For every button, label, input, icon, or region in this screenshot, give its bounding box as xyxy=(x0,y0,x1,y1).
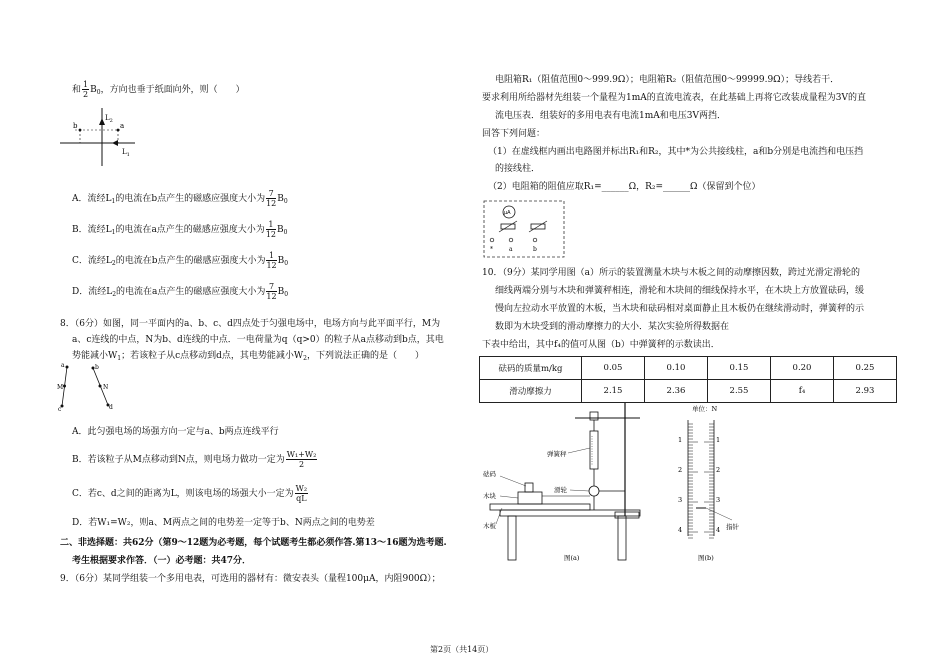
q7-intro: 和 $\frac{1}{2}$ $B_0$，方向也垂于纸面向外，则（ ） xyxy=(72,80,245,99)
svg-text:M: M xyxy=(57,384,64,391)
table-row: 滑动摩擦力 2.15 2.36 2.55 f₄ 2.93 xyxy=(480,380,897,403)
fig1-label-b: b xyxy=(73,122,78,130)
svg-text:3: 3 xyxy=(678,496,683,504)
section-2-line-2: 考生根据要求作答．（一）必考题：共47分． xyxy=(72,556,252,566)
svg-text:弹簧秤: 弹簧秤 xyxy=(547,450,567,458)
apparatus-figure xyxy=(480,398,660,568)
svg-text:1: 1 xyxy=(678,436,683,444)
svg-text:b: b xyxy=(95,364,99,371)
friction-data-table xyxy=(479,356,897,403)
q9-cont-line-5: （1）在虚线框内画出电路图并标出R₁和R₂，其中*为公共接线柱，a和b分别是电流挡和电压挡 xyxy=(488,147,864,157)
q8-option-a: A．此匀强电场的场强方向一定与a、b两点连线平行 xyxy=(72,427,279,437)
points-figure xyxy=(58,362,118,412)
q8-line-3: 势能减小$W_1$；若该粒子从c点移动到d点，其电势能减小$W_2$，下列说法正确的是（ ） xyxy=(72,351,424,362)
svg-text:2: 2 xyxy=(716,466,721,474)
svg-text:*: * xyxy=(490,246,493,253)
svg-text:a: a xyxy=(61,362,65,369)
svg-text:μA: μA xyxy=(504,210,511,216)
svg-text:木板: 木板 xyxy=(483,522,496,530)
svg-text:L2: $L_2$ xyxy=(105,114,113,124)
svg-text:4: 4 xyxy=(716,526,721,534)
q9-cont-line-6: 的接线柱． xyxy=(495,164,541,174)
q7-option-c: C．流经$L_2$的电流在b点产生的磁感应强度大小为 $\frac{1}{12}$ $B_0$ xyxy=(72,251,289,270)
q9-line: 9．（6分）某同学组装一个多用电表，可选用的器材有：微安表头（量程100μA，内阻900Ω）； xyxy=(60,574,441,584)
q9-cont-line-4: 回答下列问题： xyxy=(482,129,546,139)
fig1-label-a: a xyxy=(120,122,125,130)
q10-line-1: 10．（9分）某同学用图（a）所示的装置测量木块与木板之间的动摩擦因数，跨过光滑定滑轮的 xyxy=(482,268,861,278)
svg-text:2: 2 xyxy=(678,466,683,474)
q9-cont-line-2: 要求利用所给器材先组装一个量程为1mA的直流电流表，在此基础上再将它改装成量程为3V的直 xyxy=(482,93,866,103)
q9-cont-line-1: 电阻箱R₁（阻值范围0～999.9Ω）；电阻箱R₂（阻值范围0～99999.9Ω）；导线若干． xyxy=(495,75,840,85)
page-footer: 第2页（共14页） xyxy=(430,645,494,654)
q8-line-1: 8．（6分）如图，同一平面内的a、b、c、d四点处于匀强电场中，电场方向与此平面平行，M为 xyxy=(60,319,441,329)
svg-text:d: d xyxy=(109,404,113,411)
q9-cont-line-7: （2）电阻箱的阻值应取R₁=______Ω，R₂=______Ω（保留到个位） xyxy=(488,182,761,192)
q7-option-a: A．流经$L_1$的电流在b点产生的磁感应强度大小为 $\frac{7}{12}$ $B_0$ xyxy=(72,189,288,208)
q8-option-c: C．若c、d之间的距离为L，则该电场的场强大小一定为 $\frac{\text{W₂}}{qL}$ xyxy=(72,484,308,503)
svg-text:指针: 指针 xyxy=(726,523,739,531)
svg-text:滑轮: 滑轮 xyxy=(554,486,567,494)
svg-text:图(b): 图(b) xyxy=(698,554,714,562)
circuit-box xyxy=(483,200,565,258)
scale-figure xyxy=(670,398,750,568)
svg-text:4: 4 xyxy=(678,526,683,534)
q8-option-b: B．若该粒子从M点移动到N点，则电场力做功一定为 $\frac{\text{W₁+W₂}}{2}$ xyxy=(72,450,317,469)
q9-cont-line-3: 流电压表．组装好的多用电表有电流1mA和电压3V两挡． xyxy=(495,111,726,121)
q10-line-3: 慢向左拉动水平放置的木板，当木块和砝码相对桌面静止且木板仍在继续滑动时，弹簧秤的示 xyxy=(495,304,865,314)
svg-text:砝码: 砝码 xyxy=(483,470,496,478)
svg-text:3: 3 xyxy=(716,496,721,504)
q7-option-b: B．流经$L_1$的电流在a点产生的磁感应强度大小为 $\frac{1}{12}$ $B_0$ xyxy=(72,220,288,239)
svg-text:N: N xyxy=(103,384,109,391)
svg-text:a: a xyxy=(509,246,513,253)
svg-text:b: b xyxy=(533,246,537,253)
svg-text:c: c xyxy=(58,406,62,413)
svg-text:L1: $L_1$ xyxy=(122,148,130,158)
table-row: 砝码的质量m/kg 0.05 0.10 0.15 0.20 0.25 xyxy=(480,357,897,380)
svg-text:图(a): 图(a) xyxy=(564,554,580,562)
svg-text:单位：N: 单位：N xyxy=(692,405,718,413)
wire-figure xyxy=(60,108,150,168)
q8-line-2: a、c连线的中点，N为b、d连线的中点．一电荷量为q（q>0）的粒子从a点移动到b点，其电 xyxy=(72,335,444,345)
q10-line-2: 细线两端分别与木块和弹簧秤相连，滑轮和木块间的细线保持水平，在木块上方放置砝码，缓 xyxy=(495,286,865,296)
svg-text:木块: 木块 xyxy=(483,492,496,500)
q7-option-d: D．流经$L_2$的电流在a点产生的磁感应强度大小为 $\frac{7}{12}$ $B_0$ xyxy=(72,282,289,301)
q10-line-4: 数即为木块受到的滑动摩擦力的大小．某次实验所得数据在 xyxy=(495,322,730,332)
q10-line-5: 下表中给出，其中f₄的值可从图（b）中弹簧秤的示数读出． xyxy=(482,340,720,350)
svg-text:1: 1 xyxy=(716,436,721,444)
q8-option-d: D．若W₁=W₂，则a、M两点之间的电势差一定等于b、N两点之间的电势差 xyxy=(72,518,375,528)
section-2-line-1: 二、非选择题：共62分（第9～12题为必考题，每个试题考生都必须作答.第13～16题为选考题. xyxy=(60,538,447,548)
